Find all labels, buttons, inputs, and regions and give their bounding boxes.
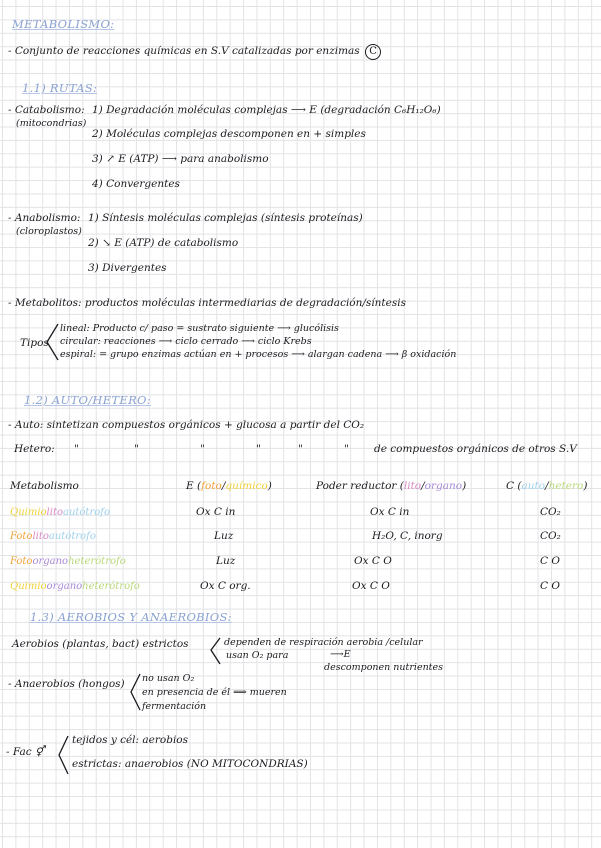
catab-item-1: 1) Degradación moléculas complejas ⟶ E (degradación C₆H₁₂O₆) [92,104,441,116]
ditto-2: " [134,443,139,455]
catab-item-3: 3) ↗ E (ATP) ⟶ para anabolismo [92,153,269,165]
ditto-1: " [74,443,79,455]
catabolismo-sub: (mitocondrias) [16,118,87,129]
row2-p1: Foto [10,531,33,542]
head-e-post: ) [267,480,272,492]
fac-item-2: estrictas: anaerobios (NO MITOCONDRIAS) [72,758,308,770]
row4-carbono: C O [540,580,560,592]
head-c-auto: auto [521,480,546,492]
page-title: METABOLISMO: [12,17,115,31]
intro-line [8,44,381,60]
aerobios-right-2: usan O₂ para [226,650,289,661]
auto-line: - Auto: sintetizan compuestos orgánicos + glucosa a partir del CO₂ [8,419,365,431]
row4-p1: Quimio [10,581,47,592]
head-e-foto: foto [201,480,222,492]
ditto-4: " [256,443,261,455]
row3-p2: organo [32,556,69,567]
ditto-6: " [344,443,349,455]
anaerobios-label: - Anaerobios (hongos) [8,678,125,690]
head-e-pre: E ( [186,480,202,492]
tipo-lineal: lineal: Producto c/ paso = sustrato siguiente ⟶ glucólisis [60,323,339,334]
anaerobios-item-2: en presencia de él ⟹ mueren [142,687,287,698]
head-c-pre: C ( [506,480,522,492]
row4-energia: Ox C org. [200,580,251,592]
row1-p2: lito [46,507,63,518]
row3-poder-reductor: Ox C O [354,555,392,567]
row2-carbono: CO₂ [540,530,561,542]
fac-text: - Fac [6,746,32,758]
catab-item-4: 4) Convergentes [92,178,180,190]
tipo-circular: circular: reacciones ⟶ ciclo cerrado ⟶ ciclo Krebs [60,336,312,347]
head-c-hetero: hetero [548,480,584,492]
row1-energia: Ox C in [196,506,236,518]
table-row-1-type [10,506,110,519]
head-pr-pre: Poder reductor ( [316,480,404,492]
head-pr-organo: organo [424,480,463,492]
facultativos-label [6,746,44,759]
tipos-brace-icon [44,322,60,362]
facultativos-brace-icon [56,734,70,776]
anabolismo-sub: (cloroplastos) [16,226,82,237]
row1-p3: autótrofo [62,507,110,518]
row1-carbono: CO₂ [540,506,561,518]
aerobios-e: ⟶E [330,649,351,660]
tipos-label: Tipos [20,337,49,349]
ditto-5: " [298,443,303,455]
metabolitos-line: - Metabolitos: productos moléculas intermediarias de degradación/síntesis [8,297,407,309]
head-pr-sep: / [421,480,425,492]
catabolismo-label: - Catabolismo: [8,104,85,116]
row2-poder-reductor: H₂O, C, inorg [372,530,443,542]
anab-item-3: 3) Divergentes [88,262,167,274]
anab-item-2: 2) ↘ E (ATP) de catabolismo [88,237,239,249]
head-c-post: ) [583,480,588,492]
anaerobios-item-3: fermentación [142,701,207,712]
head-e-quimio: químico [225,480,268,492]
section-title-aerobios: 1.3) AEROBIOS Y ANAEROBIOS: [30,610,232,624]
table-row-4-type [10,580,140,593]
catab-item-2: 2) Moléculas complejas descomponen en + simples [92,128,366,140]
aerobios-right-1: dependen de respiración aerobia /celular [224,637,423,648]
row1-p1: Quimio [10,507,47,518]
row3-p1: Foto [10,556,33,567]
aerobios-label: Aerobios (plantas, bact) estrictos [12,638,189,650]
row3-p3: heterótrofo [68,556,126,567]
c-circled-icon: C [365,44,381,60]
row3-energia: Luz [216,555,236,567]
table-row-3-type [10,555,126,568]
table-head-poder-reductor [316,480,466,493]
anaerobios-brace-icon [128,672,142,712]
row1-poder-reductor: Ox C in [370,506,410,518]
table-head-energia [186,480,272,493]
anab-item-1: 1) Síntesis moléculas complejas (síntesis proteínas) [88,212,363,224]
row2-p2: lito [32,531,49,542]
row3-carbono: C O [540,555,560,567]
section-title-rutas: 1.1) RUTAS: [22,81,98,95]
head-pr-lito: lito [403,480,422,492]
table-row-2-type [10,530,96,543]
tipo-espiral: espiral: = grupo enzimas actúan en + procesos ⟶ alargan cadena ⟶ β oxidación [60,349,457,360]
intro-text: - Conjunto de reacciones químicas en S.V catalizadas por enzimas [8,45,364,57]
fac-item-1: tejidos y cél: aerobios [72,734,189,746]
aerobios-right-3: descomponen nutrientes [324,662,443,673]
row2-energia: Luz [214,530,234,542]
ditto-3: " [200,443,205,455]
table-head-carbono [506,480,587,493]
anabolismo-label: - Anabolismo: [8,212,81,224]
row2-p3: autótrofo [48,531,96,542]
hetero-label: Hetero: [14,443,55,455]
head-pr-post: ) [462,480,467,492]
hetero-end: de compuestos orgánicos de otros S.V [374,443,577,455]
head-e-sep: / [221,480,226,492]
fac-symbol-icon: ⚥ [34,746,45,758]
head-c-sep: / [545,480,549,492]
aerobios-brace-icon [208,636,222,666]
section-title-auto-hetero: 1.2) AUTO/HETERO: [24,393,151,407]
table-head-metabolismo: Metabolismo [10,480,79,492]
anaerobios-item-1: no usan O₂ [142,673,195,684]
row4-p2: organo [46,581,83,592]
row4-poder-reductor: Ox C O [352,580,390,592]
row4-p3: heterótrofo [82,581,140,592]
